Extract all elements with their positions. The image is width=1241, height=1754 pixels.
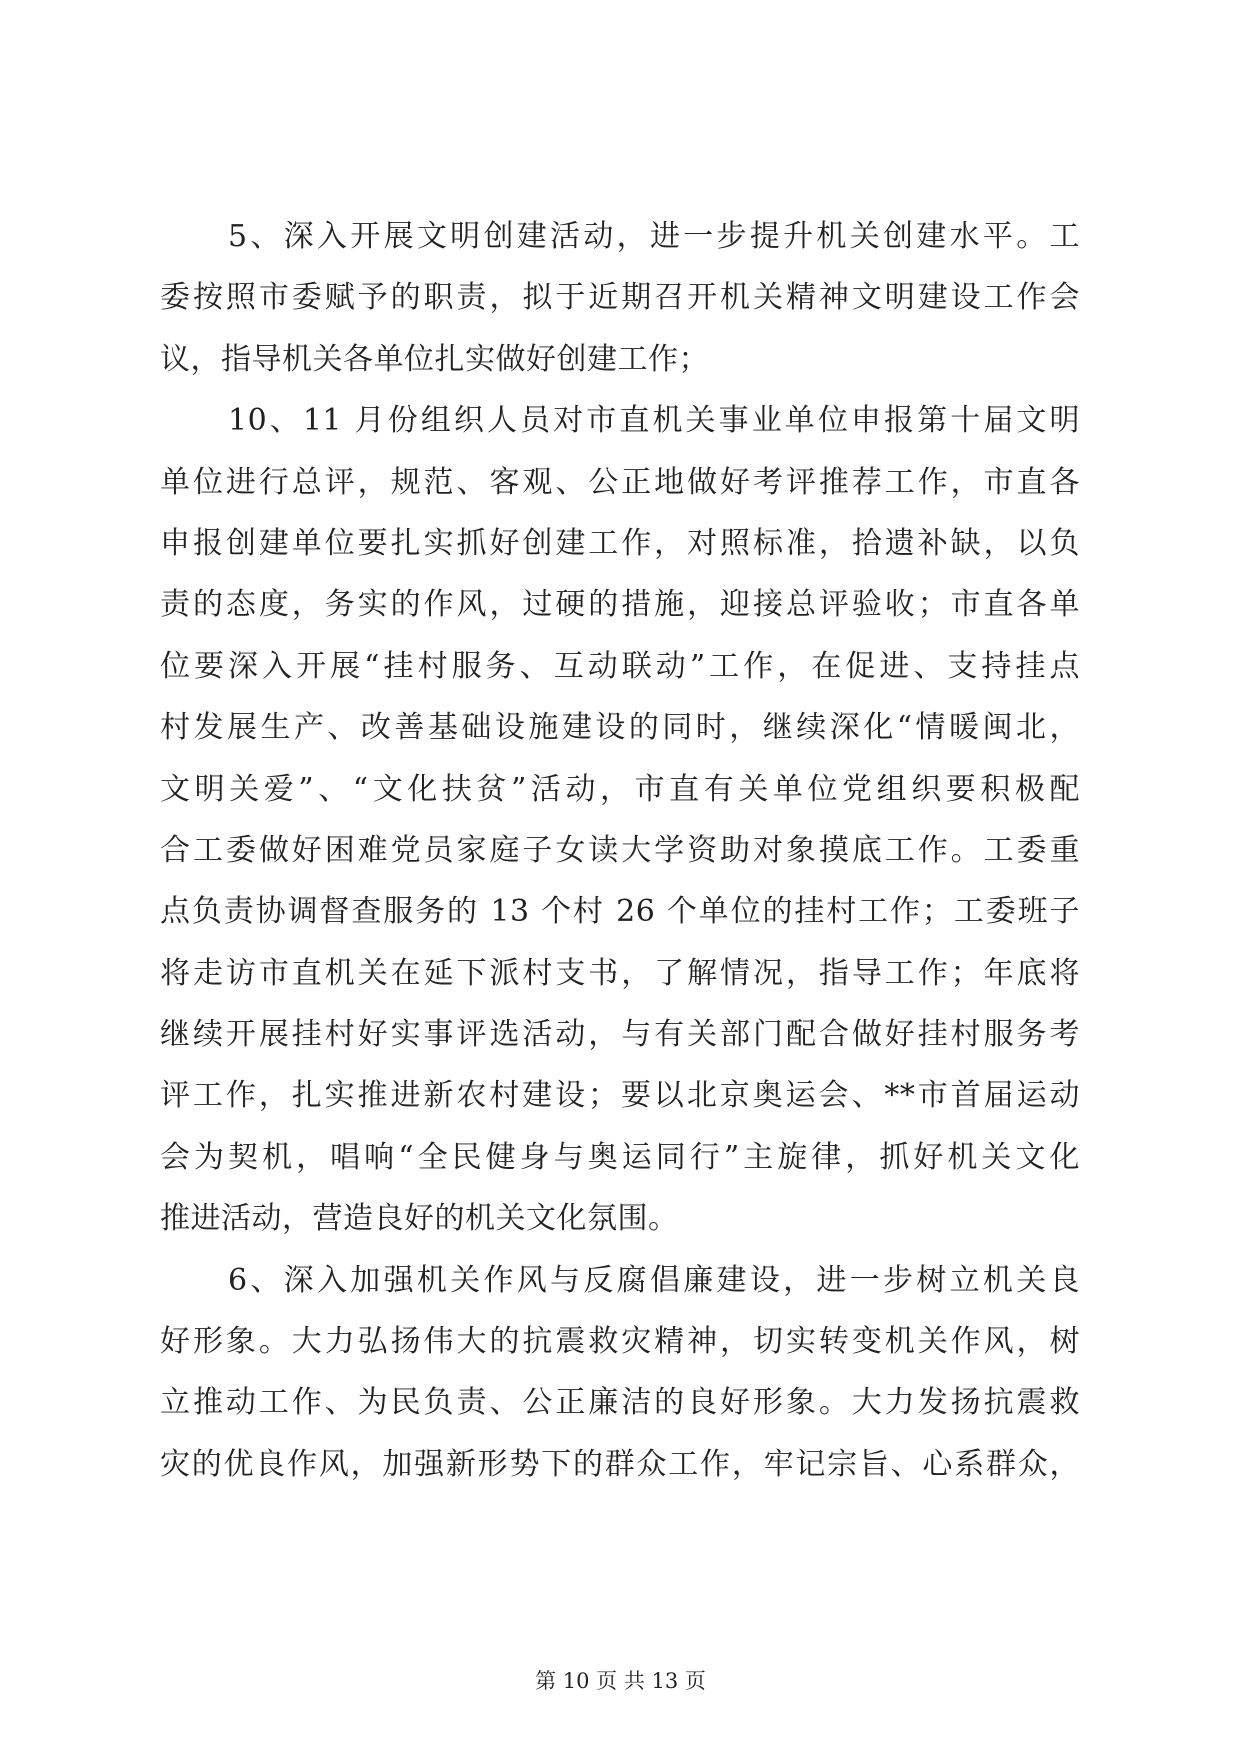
text-line: 6、深入加强机关作风与反腐倡廉建设，进一步树立机关良	[228, 1262, 1080, 1298]
paragraph	[160, 206, 1080, 390]
text-line: 申报创建单位要扎实抓好创建工作，对照标准，拾遗补缺，以负	[160, 525, 1080, 561]
text-line: 文明关爱”、“文化扶贫”活动，市直有关单位党组织要积极配	[160, 771, 1080, 807]
paragraph	[160, 390, 1080, 1249]
text-line: 责的态度，务实的作风，过硬的措施，迎接总评验收；市直各单	[160, 587, 1080, 623]
text-line: 评工作，扎实推进新农村建设；要以北京奥运会、**市首届运动	[160, 1078, 1080, 1114]
text-line: 点负责协调督查服务的 13 个村 26 个单位的挂村工作；工委班子	[160, 894, 1080, 930]
text-line: 10、11 月份组织人员对市直机关事业单位申报第十届文明	[228, 403, 1080, 439]
text-line: 5、深入开展文明创建活动，进一步提升机关创建水平。工	[228, 219, 1080, 254]
paragraph	[160, 1250, 1080, 1496]
page-footer	[0, 1666, 1241, 1696]
text-line: 将走访市直机关在延下派村支书，了解情况，指导工作；年底将	[160, 955, 1080, 991]
text-line: 村发展生产、改善基础设施建设的同时，继续深化“情暖闽北，	[160, 710, 1080, 746]
text-line: 继续开展挂村好实事评选活动，与有关部门配合做好挂村服务考	[160, 1017, 1080, 1053]
text-line: 单位进行总评，规范、客观、公正地做好考评推荐工作，市直各	[160, 464, 1080, 500]
text-line: 立推动工作、为民负责、公正廉洁的良好形象。大力发扬抗震救	[160, 1385, 1080, 1421]
text-line: 议，指导机关各单位扎实做好创建工作；	[160, 341, 709, 377]
document-body	[160, 206, 1080, 1495]
text-line: 推进活动，营造良好的机关文化氛围。	[160, 1201, 679, 1237]
text-line: 好形象。大力弘扬伟大的抗震救灾精神，切实转变机关作风，树	[160, 1324, 1080, 1360]
text-line: 会为契机，唱响“全民健身与奥运同行”主旋律，抓好机关文化	[160, 1139, 1080, 1175]
text-line: 灾的优良作风，加强新形势下的群众工作，牢记宗旨、心系群众，	[160, 1446, 1080, 1482]
text-line: 合工委做好困难党员家庭子女读大学资助对象摸底工作。工委重	[160, 832, 1080, 868]
text-line: 位要深入开展“挂村服务、互动联动”工作，在促进、支持挂点	[160, 648, 1080, 684]
text-line: 委按照市委赋予的职责，拟于近期召开机关精神文明建设工作会	[160, 280, 1080, 316]
page-number: 第 10 页 共 13 页	[535, 1669, 706, 1693]
